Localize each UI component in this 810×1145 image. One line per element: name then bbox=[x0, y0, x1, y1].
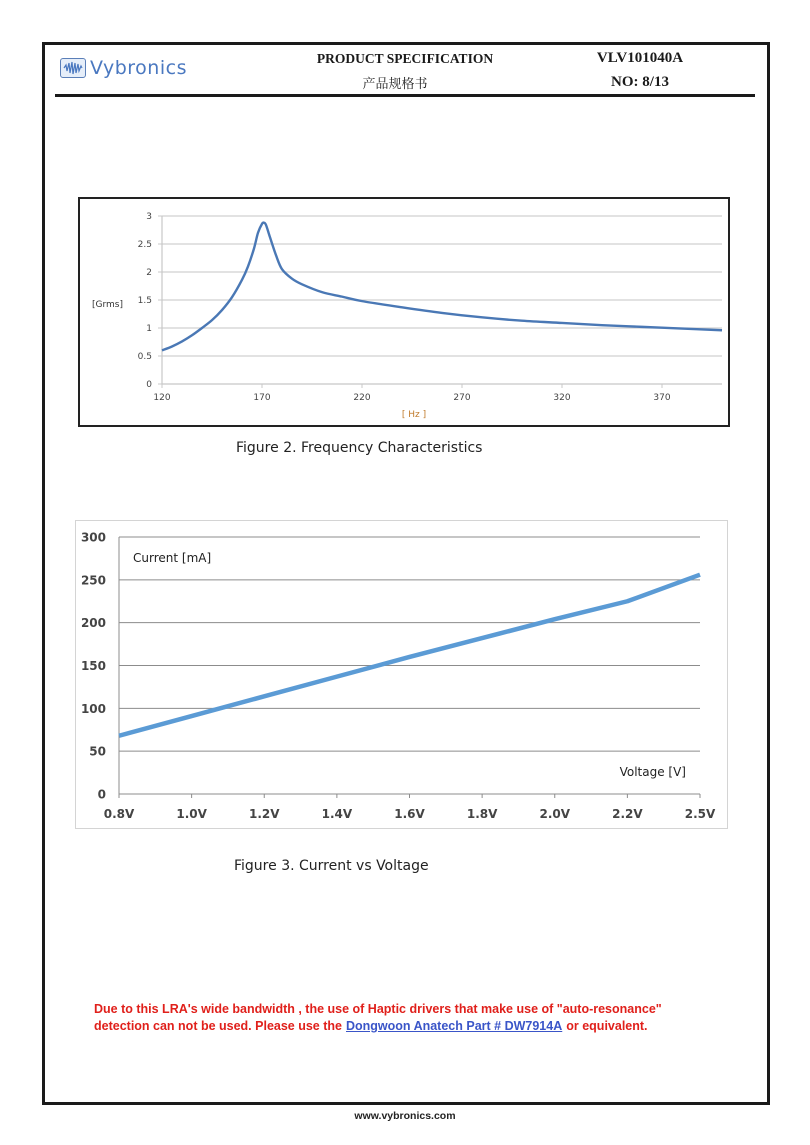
y-tick-label: 0 bbox=[146, 380, 152, 390]
note-line-1: Due to this LRA's wide bandwidth , the use of Haptic drivers that make use of "auto-resonance" bbox=[94, 1002, 662, 1016]
current-voltage-chart-svg bbox=[76, 521, 727, 828]
note-line-2-text: detection can not be used. Please use the bbox=[94, 1019, 342, 1033]
figure-2-caption: Figure 2. Frequency Characteristics bbox=[236, 440, 483, 456]
frequency-chart bbox=[78, 197, 730, 427]
document-subtitle: 产品规格书 bbox=[362, 77, 428, 92]
y-tick-label: 300 bbox=[80, 530, 106, 545]
document-title: PRODUCT SPECIFICATION bbox=[316, 51, 494, 66]
x-tick-label: 270 bbox=[453, 393, 471, 403]
x-tick-label: 170 bbox=[253, 393, 271, 403]
y-tick-label: 0 bbox=[97, 787, 106, 802]
current-voltage-chart bbox=[75, 520, 728, 829]
vybronics-logo bbox=[60, 57, 187, 79]
header-divider bbox=[55, 94, 755, 97]
y-tick-label: 100 bbox=[80, 701, 106, 716]
waveform-icon bbox=[60, 58, 86, 78]
y-tick-label: 2 bbox=[146, 268, 152, 278]
y-axis-label: Current [mA] bbox=[133, 551, 212, 565]
x-tick-label: 220 bbox=[353, 393, 371, 403]
x-tick-label: 1.2V bbox=[248, 807, 280, 821]
x-tick-label: 1.0V bbox=[176, 807, 207, 821]
y-tick-label: 150 bbox=[80, 659, 106, 673]
y-tick-label: 2.5 bbox=[137, 240, 152, 250]
x-tick-label: 370 bbox=[653, 393, 671, 403]
note-line-2 bbox=[94, 1018, 734, 1035]
dw7914a-link[interactable]: Dongwoon Anatech Part # DW7914A bbox=[346, 1019, 563, 1033]
x-tick-label: 1.6V bbox=[394, 807, 425, 821]
y-tick-label: 250 bbox=[80, 573, 106, 588]
x-axis-label: [ Hz ] bbox=[401, 410, 427, 420]
x-tick-label: 2.0V bbox=[539, 807, 571, 821]
note-line-2-end: or equivalent. bbox=[566, 1019, 648, 1033]
part-number: VLV101040A bbox=[596, 50, 684, 66]
x-tick-label: 1.4V bbox=[321, 807, 353, 821]
frequency-response-line bbox=[162, 223, 722, 351]
x-tick-label: 120 bbox=[153, 393, 171, 403]
current-line bbox=[119, 575, 700, 736]
y-tick-label: 0.5 bbox=[137, 352, 152, 362]
y-tick-label: 1 bbox=[146, 324, 152, 334]
x-tick-label: 2.2V bbox=[612, 807, 643, 821]
x-tick-label: 320 bbox=[553, 393, 571, 403]
y-tick-label: 3 bbox=[146, 212, 152, 222]
footer-url: www.vybronics.com bbox=[354, 1110, 456, 1122]
logo-text: Vybronics bbox=[90, 57, 187, 79]
y-tick-label: 200 bbox=[80, 616, 106, 631]
x-tick-label: 0.8V bbox=[103, 807, 135, 821]
page-number: NO: 8/13 bbox=[611, 74, 669, 90]
x-tick-label: 1.8V bbox=[466, 807, 498, 821]
driver-note bbox=[94, 1001, 734, 1035]
y-tick-label: 1.5 bbox=[137, 296, 152, 306]
y-tick-label: 50 bbox=[89, 744, 106, 759]
y-axis-label: [Grms] bbox=[92, 300, 123, 310]
figure-3-caption: Figure 3. Current vs Voltage bbox=[234, 858, 429, 874]
frequency-chart-svg bbox=[80, 199, 728, 425]
x-axis-label: Voltage [V] bbox=[619, 765, 686, 779]
x-tick-label: 2.5V bbox=[684, 807, 716, 821]
